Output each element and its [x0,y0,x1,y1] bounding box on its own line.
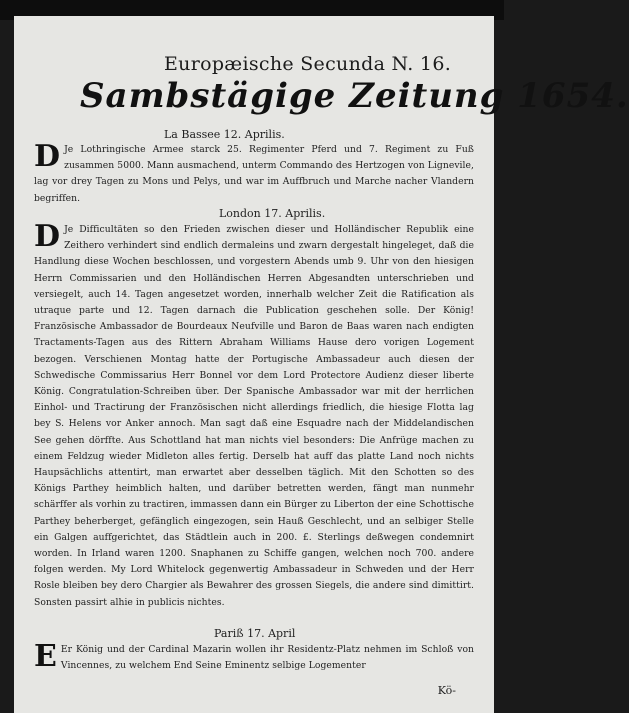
article-text: Je Lothringische Armee starck 25. Regimenter Pferd und 7. Regiment zu Fuß zusammen 5000. Mann ausmachend, unterm Commando des Hertzogen von Lignevile, lag vor drey Tagen zu Mons und Pelys, und war im Auffbruch und Marche nacher Vlandern begriffen. [34,144,474,204]
dateline-paris: Pariß 17. April [214,627,296,640]
article-text: Je Difficultäten so den Frieden zwischen dieser und Holländischer Republik eine Zeithero verhindert sind endlich dermaleins und zwarn dergestalt hingeleget, daß die Handlung diese Wochen beschlossen, und vorgestern Abends umb 9. Uhr von den hiesigen Herrn Commissarien und den Holländischen Herren Abgesandten unterschrieben und versiegelt, auch 14. Tagen angesetzet worden, innerhalb welcher Zeit die Ratification als utraque parte und 12. Tagen darnach die Publication geschehen solle. Der König! Französische Ambassador de Bourdeaux Neufville und Baron de Baas waren nach endigten Tractaments-Tagen aus des Rittern Abraham Williams Hause dero vorigen Logement bezogen. Verschienen Montag hatte der Portugische Ambassadeur auch diesen der Schwedische Commissarius Herr Bonnel vor dem Lord Protectore Audienz dieser liberte König. Congratulation-Schreiben über. Der Spanische Ambassador war mit der herrlichen Einhol- und Tractirung der Französischen nicht allerdings friedlich, die hiesige Flotta lag bey S. Helens vor Anker annoch. Man sagt daß eine Esquadre nach der Middelandischen See gehen dörffte. Aus Schottland hat man nichts viel besonders: Die Anfrüge machen zu einem Feldzug wieder Midleton alles fertig. Derselb hat auff das platte Land noch nichts Haupsächlichs attentirt, man erwartet aber desselben täglich. Mit den Schotten so des Königs Parthey heimblich halten, und darüber betretten werden, fängt man nunmehr schärffer als vorhin zu tractiren, immassen dann ein Bürger zu Liberton der eine Schottische Parthey beherberget, gefänglich eingezogen, sein Hauß Geschlecht, und an selbiger Stelle ein Galgen auffgerichtet, das Städtlein auch in 200. £. Sterlings deßwegen condemnirt worden. In Irland waren 1200. Snaphanen zu Schiffe gangen, welchen noch 700. andere folgen werden. My Lord Whitelock gegenwertig Ambassadeur in Schweden und der Herr Rosle bleiben bey dero Chargier als Bewahrer des grossen Siegels, die andere sind dimittirt. Sonsten passirt alhie in publicis nichtes. [34,224,475,608]
dateline-london: London 17. Aprilis. [219,207,326,220]
dateline-la-bassee: La Bassee 12. Aprilis. [164,128,285,141]
article-text: Er König und der Cardinal Mazarin wollen ihr Residentz-Platz nehmen im Schloß von Vincennes, zu welchem End Seine Eminentz selbige Logementer [60,644,474,672]
article-paris [34,639,474,674]
issue-subtitle: Europæische Secunda N. 16. [164,53,452,75]
initial-letter: E [34,639,57,674]
initial-letter: D [34,139,61,174]
newspaper-page [14,16,629,713]
article-london [34,219,475,611]
initial-letter: D [34,219,61,254]
article-la-bassee [34,139,474,207]
catchword: Kö- [437,684,456,697]
newspaper-title: Sambstägige Zeitung 1654. [80,76,629,116]
